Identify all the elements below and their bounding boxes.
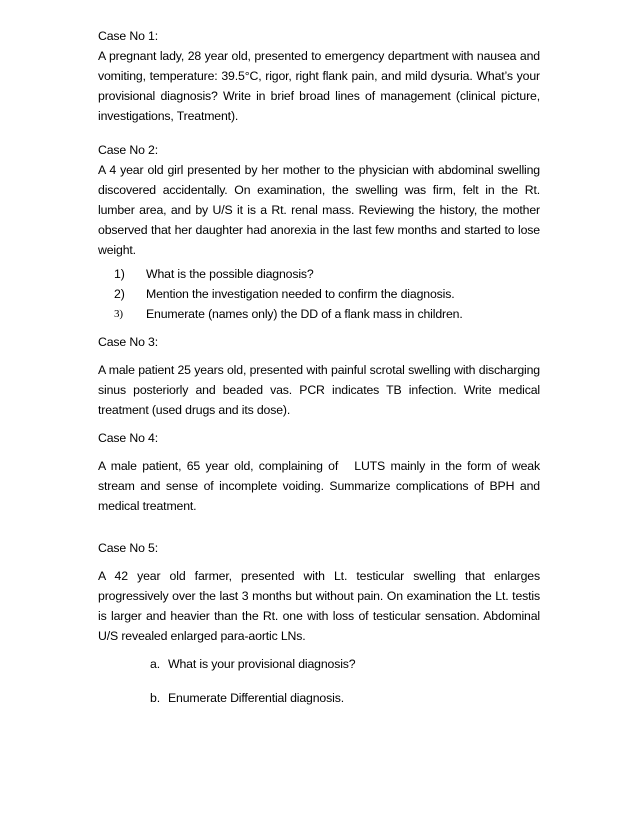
case-2-questions (98, 264, 540, 324)
question-text: Enumerate (names only) the DD of a flank mass in children. (146, 307, 463, 321)
case-2 (98, 140, 540, 324)
question-number: 3) (114, 308, 123, 320)
list-item (98, 284, 540, 304)
case-3 (98, 332, 540, 420)
question-number: 1) (114, 267, 125, 281)
document-page (98, 26, 544, 708)
question-number: 2) (114, 287, 125, 301)
case-1-title: Case No 1: (98, 29, 159, 43)
case-1-text: A pregnant lady, 28 year old, presented to emergency department with nausea and vomiting, temperature: 39.5°C, rigor, right flank pain, and mild dysuria. What’s your provisional diagnosis? Write in brief broad lines of management (clinical picture, investigations, Treatment). (98, 49, 540, 123)
question-text: Mention the investigation needed to confirm the diagnosis. (146, 287, 455, 301)
question-text: What is the possible diagnosis? (146, 267, 314, 281)
case-4 (98, 428, 544, 516)
case-4-title: Case No 4: (98, 431, 159, 445)
list-item (98, 654, 540, 674)
case-3-title: Case No 3: (98, 335, 159, 349)
question-letter: a. (150, 657, 160, 671)
question-text: What is your provisional diagnosis? (168, 657, 356, 671)
list-item (98, 264, 540, 284)
case-3-text: A male patient 25 years old, presented with painful scrotal swelling with discharging sinus posteriorly and beaded vas. PCR indicates TB infection. Write medical treatment (used drugs and its dose). (98, 363, 540, 417)
question-letter: b. (150, 691, 160, 705)
case-5 (98, 538, 540, 708)
case-5-text: A 42 year old farmer, presented with Lt. testicular swelling that enlarges progressively over the last 3 months but without pain. On examination the Lt. testis is larger and heavier than the Rt. one with loss of testicular sensation. Abdominal U/S revealed enlarged para-aortic LNs. (98, 569, 540, 643)
case-2-title: Case No 2: (98, 143, 159, 157)
list-item (98, 304, 540, 324)
case-4-text: A male patient, 65 year old, complaining of LUTS mainly in the form of weak stream and sense of incomplete voiding. Summarize complications of BPH and medical treatment. (98, 459, 544, 513)
case-5-title: Case No 5: (98, 541, 159, 555)
case-2-text: A 4 year old girl presented by her mother to the physician with abdominal swelling discovered accidentally. On examination, the swelling was firm, felt in the Rt. lumber area, and by U/S it is a Rt. renal mass. Reviewing the history, the mother observed that her daughter had anorexia in the last few months and started to lose weight. (98, 163, 540, 257)
case-1 (98, 26, 540, 126)
list-item (98, 688, 540, 708)
question-text: Enumerate Differential diagnosis. (168, 691, 344, 705)
